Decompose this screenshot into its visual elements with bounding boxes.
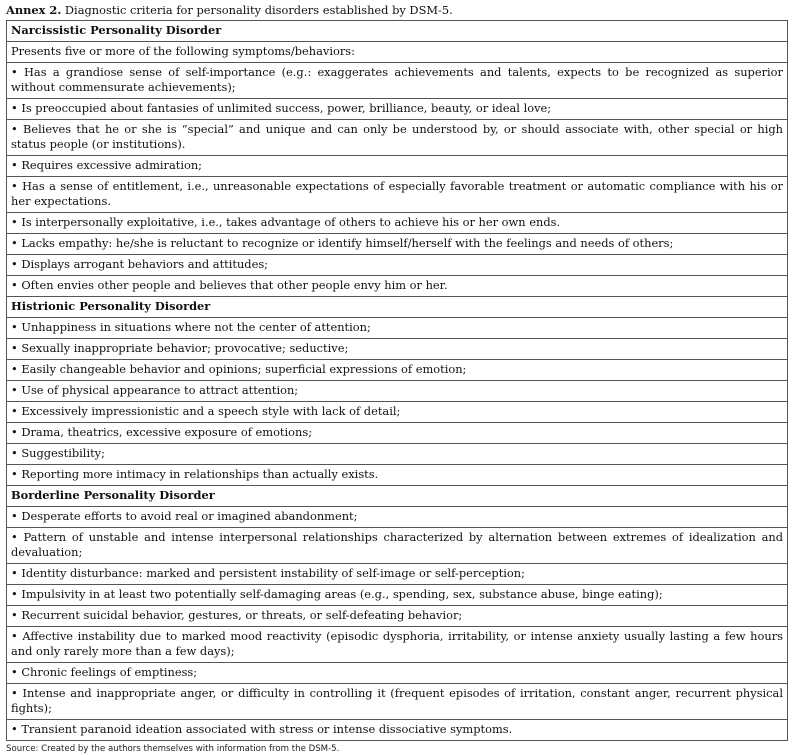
- section-title-borderline: Borderline Personality Disorder: [7, 486, 788, 507]
- criterion-item: • Believes that he or she is “special” and unique and can only be understood by, or should associate with, other special or high status people (or institutions).: [7, 120, 788, 156]
- table-row: [7, 234, 788, 255]
- section-title-narcissistic: Narcissistic Personality Disorder: [7, 21, 788, 42]
- section-intro: Presents five or more of the following symptoms/behaviors:: [7, 42, 788, 63]
- section-header-row: [7, 21, 788, 42]
- table-row: [7, 444, 788, 465]
- table-row: [7, 381, 788, 402]
- criterion-item: • Pattern of unstable and intense interpersonal relationships characterized by alternation between extremes of idealization and devaluation;: [7, 528, 788, 564]
- criterion-item: • Use of physical appearance to attract attention;: [7, 381, 788, 402]
- table-row: [7, 720, 788, 741]
- criteria-table: [6, 20, 788, 741]
- table-row: [7, 606, 788, 627]
- criterion-item: • Suggestibility;: [7, 444, 788, 465]
- criterion-item: • Requires excessive admiration;: [7, 156, 788, 177]
- table-row: [7, 627, 788, 663]
- criterion-item: • Displays arrogant behaviors and attitudes;: [7, 255, 788, 276]
- caption-label: Annex 2.: [6, 3, 62, 17]
- table-row: [7, 564, 788, 585]
- section-title-histrionic: Histrionic Personality Disorder: [7, 297, 788, 318]
- table-row: [7, 276, 788, 297]
- table-row: [7, 663, 788, 684]
- criterion-item: • Often envies other people and believes that other people envy him or her.: [7, 276, 788, 297]
- criterion-item: • Sexually inappropriate behavior; provocative; seductive;: [7, 339, 788, 360]
- table-row: [7, 528, 788, 564]
- criterion-item: • Has a grandiose sense of self-importance (e.g.: exaggerates achievements and talents, expects to be recognized as superior without commensurate achievements);: [7, 63, 788, 99]
- criterion-item: • Excessively impressionistic and a speech style with lack of detail;: [7, 402, 788, 423]
- caption-text: Diagnostic criteria for personality disorders established by DSM-5.: [64, 3, 453, 17]
- criterion-item: • Reporting more intimacy in relationships than actually exists.: [7, 465, 788, 486]
- table-caption: [6, 2, 788, 20]
- criterion-item: • Unhappiness in situations where not the center of attention;: [7, 318, 788, 339]
- section-header-row: [7, 297, 788, 318]
- criterion-item: • Identity disturbance: marked and persistent instability of self-image or self-perception;: [7, 564, 788, 585]
- criterion-item: • Lacks empathy: he/she is reluctant to recognize or identify himself/herself with the feelings and needs of others;: [7, 234, 788, 255]
- criterion-item: • Impulsivity in at least two potentially self-damaging areas (e.g., spending, sex, substance abuse, binge eating);: [7, 585, 788, 606]
- table-row: [7, 213, 788, 234]
- annex-container: [6, 2, 788, 755]
- criterion-item: • Is preoccupied about fantasies of unlimited success, power, brilliance, beauty, or ideal love;: [7, 99, 788, 120]
- table-row: [7, 99, 788, 120]
- criterion-item: • Intense and inappropriate anger, or difficulty in controlling it (frequent episodes of irritation, constant anger, recurrent physical fights);: [7, 684, 788, 720]
- criterion-item: • Recurrent suicidal behavior, gestures, or threats, or self-defeating behavior;: [7, 606, 788, 627]
- table-row: [7, 63, 788, 99]
- table-row: [7, 507, 788, 528]
- criterion-item: • Easily changeable behavior and opinions; superficial expressions of emotion;: [7, 360, 788, 381]
- criterion-item: • Has a sense of entitlement, i.e., unreasonable expectations of especially favorable treatment or automatic compliance with his or her expectations.: [7, 177, 788, 213]
- table-row: [7, 585, 788, 606]
- table-row: [7, 120, 788, 156]
- criterion-item: • Affective instability due to marked mood reactivity (episodic dysphoria, irritability, or intense anxiety usually lasting a few hours and only rarely more than a few days);: [7, 627, 788, 663]
- table-row: [7, 360, 788, 381]
- source-note: Source: Created by the authors themselves with information from the DSM-5.: [6, 744, 340, 754]
- criterion-item: • Transient paranoid ideation associated with stress or intense dissociative symptoms.: [7, 720, 788, 741]
- section-header-row: [7, 486, 788, 507]
- table-row: [7, 42, 788, 63]
- table-row: [7, 318, 788, 339]
- criterion-item: • Desperate efforts to avoid real or imagined abandonment;: [7, 507, 788, 528]
- criterion-item: • Is interpersonally exploitative, i.e., takes advantage of others to achieve his or her own ends.: [7, 213, 788, 234]
- table-row: [7, 177, 788, 213]
- criterion-item: • Drama, theatrics, excessive exposure of emotions;: [7, 423, 788, 444]
- table-row: [7, 156, 788, 177]
- table-row: [7, 684, 788, 720]
- table-row: [7, 255, 788, 276]
- table-row: [7, 423, 788, 444]
- criterion-item: • Chronic feelings of emptiness;: [7, 663, 788, 684]
- table-row: [7, 402, 788, 423]
- table-row: [7, 339, 788, 360]
- table-row: [7, 465, 788, 486]
